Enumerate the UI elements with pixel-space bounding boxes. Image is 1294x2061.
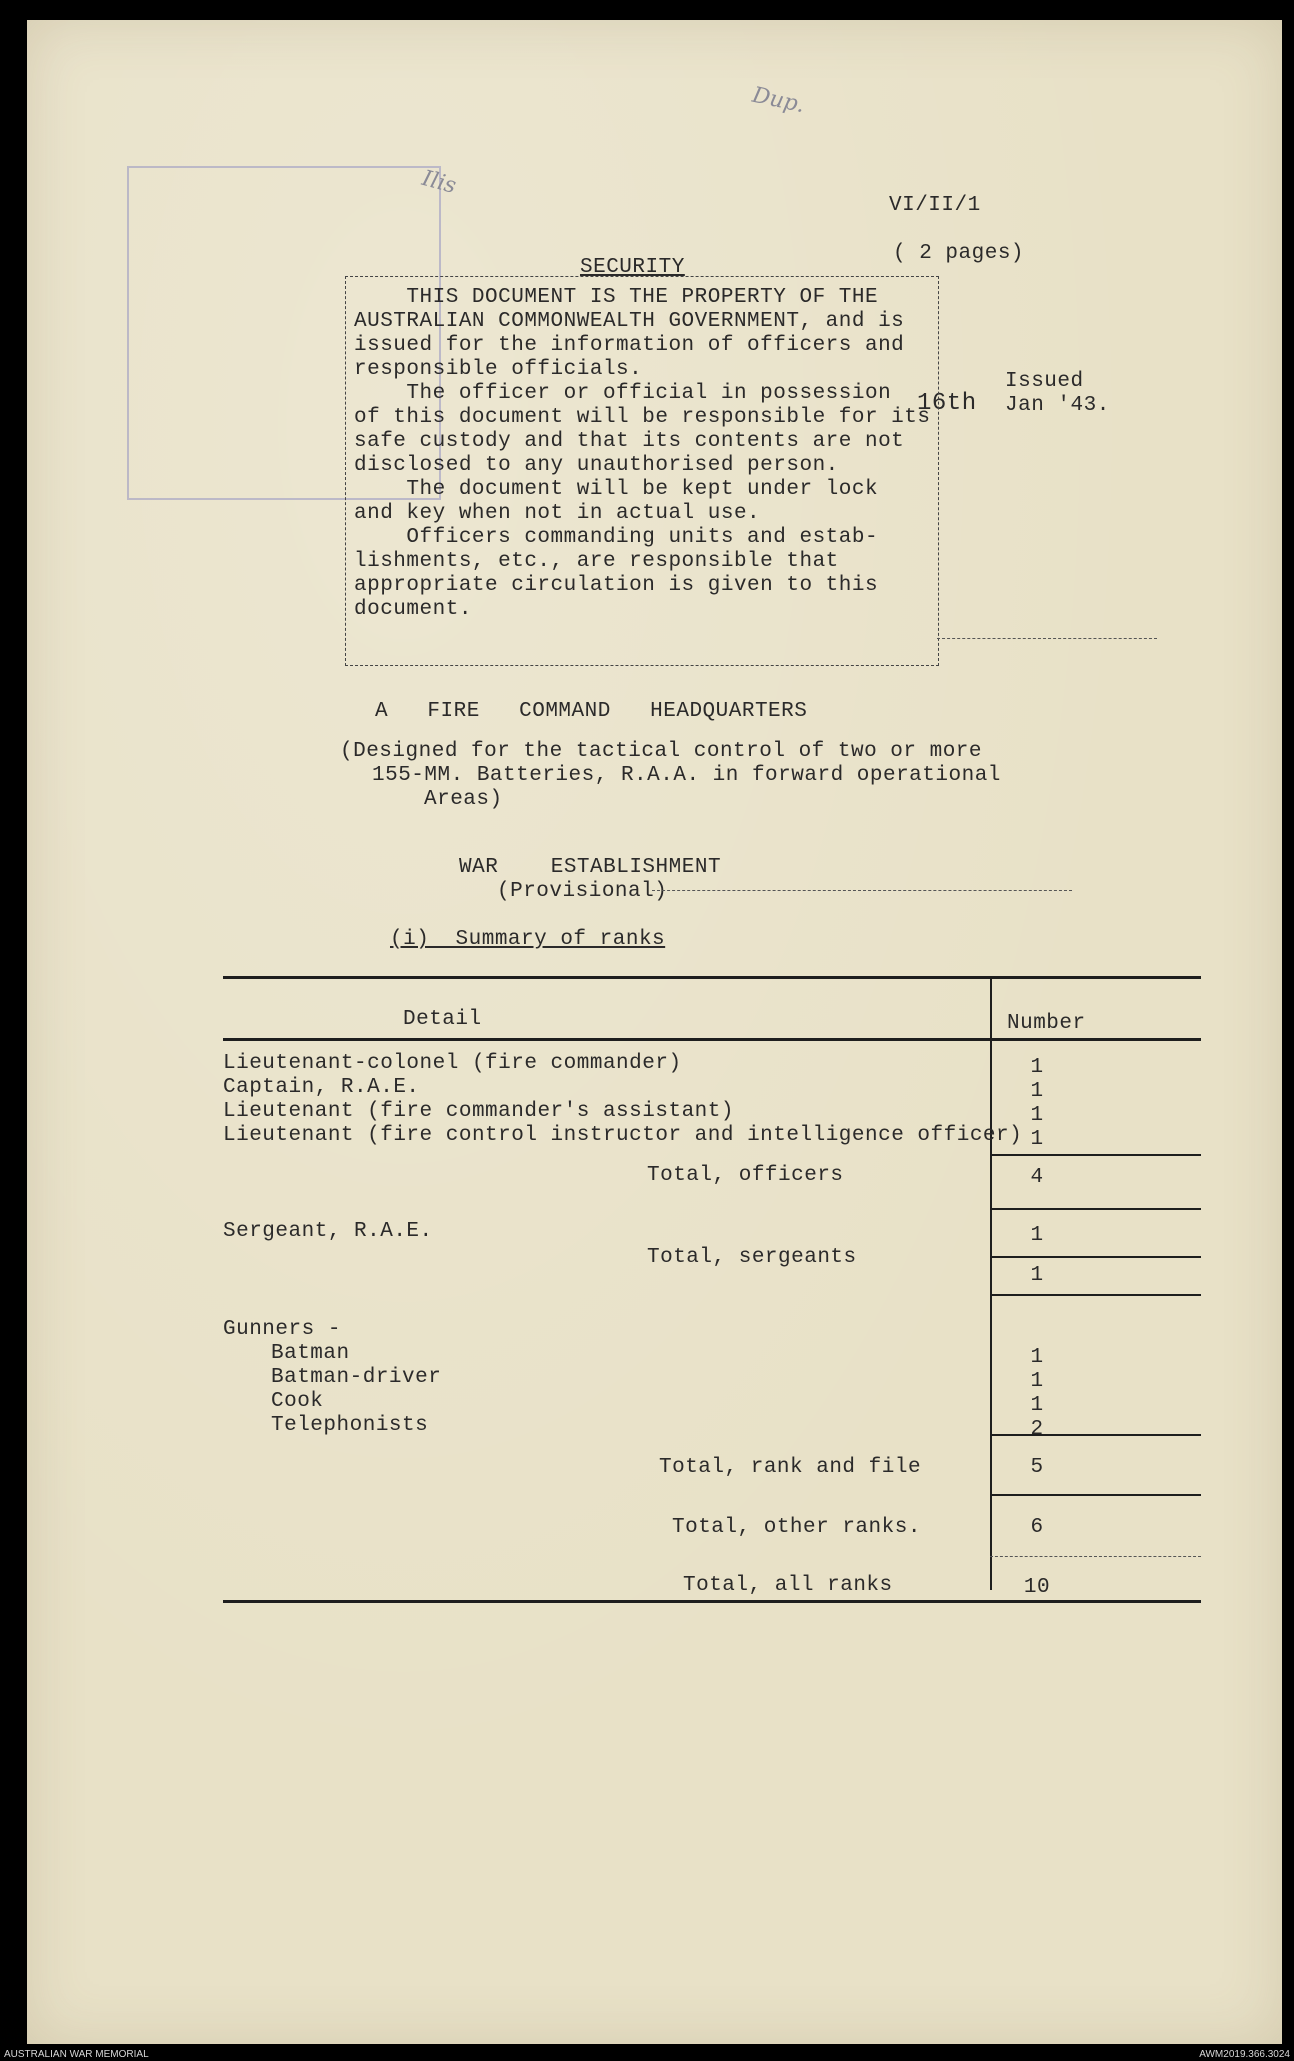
total-label: Total, sergeants — [647, 1246, 857, 1269]
security-line: THIS DOCUMENT IS THE PROPERTY OF THE — [354, 286, 879, 309]
war-establishment-heading: WAR ESTABLISHMENT — [459, 856, 722, 879]
security-line: Officers commanding units and estab- — [354, 526, 879, 549]
rank-number: 1 — [1030, 1394, 1044, 1417]
security-line: of this document will be responsible for its — [354, 406, 931, 429]
rank-number: 1 — [1030, 1224, 1044, 1247]
dashed-rule — [652, 890, 1072, 891]
column-header-number: Number — [1007, 1012, 1086, 1035]
security-line: The document will be kept under lock — [354, 478, 879, 501]
section-heading: (i) Summary of ranks — [390, 928, 666, 951]
rank-number: 1 — [1030, 1080, 1044, 1103]
total-number: 4 — [1030, 1166, 1044, 1189]
issued-date: Jan '43. — [1005, 394, 1110, 417]
footer-left: AUSTRALIAN WAR MEMORIAL — [4, 2049, 149, 2060]
column-header-detail: Detail — [403, 1008, 482, 1031]
rank-detail: Sergeant, R.A.E. — [223, 1220, 433, 1243]
rank-detail: Telephonists — [271, 1414, 429, 1437]
group-heading: Gunners - — [223, 1318, 341, 1341]
total-number: 6 — [1030, 1516, 1044, 1539]
rank-detail: Lieutenant (fire control instructor and intelligence officer) — [223, 1124, 1023, 1147]
subtotal-rule — [990, 1154, 1201, 1156]
title-subline: Areas) — [424, 788, 503, 811]
handwritten-note-dup: Dup. — [749, 82, 807, 119]
security-line: safe custody and that its contents are not — [354, 430, 905, 453]
footer-right: AWM2019.366.3024 — [1199, 2049, 1290, 2060]
title-subline: (Designed for the tactical control of two or more — [340, 740, 983, 763]
rank-number: 1 — [1030, 1346, 1044, 1369]
security-line: issued for the information of officers and — [354, 334, 905, 357]
total-label: Total, officers — [647, 1164, 844, 1187]
subtotal-rule — [990, 1494, 1201, 1496]
rank-number: 1 — [1030, 1104, 1044, 1127]
rank-number: 1 — [1030, 1056, 1044, 1079]
dashed-rule — [990, 1556, 1201, 1557]
title-subline: 155-MM. Batteries, R.A.A. in forward operational — [372, 764, 1001, 787]
rank-detail: Captain, R.A.E. — [223, 1076, 420, 1099]
rank-detail: Lieutenant-colonel (fire commander) — [223, 1052, 682, 1075]
security-line: The officer or official in possession — [354, 382, 892, 405]
table-header-rule — [223, 1038, 1201, 1041]
total-label: Total, rank and file — [659, 1456, 922, 1479]
total-number: 1 — [1030, 1264, 1044, 1287]
handwritten-note-ilis: Ilis — [419, 166, 459, 199]
total-number: 10 — [1023, 1576, 1051, 1599]
security-line: and key when not in actual use. — [354, 502, 761, 525]
table-top-rule — [223, 976, 1201, 979]
total-label: Total, all ranks — [683, 1574, 893, 1597]
pages-note: ( 2 pages) — [893, 242, 1025, 265]
security-line: disclosed to any unauthorised person. — [354, 454, 839, 477]
number-column-rule — [990, 978, 992, 1590]
subtotal-rule — [990, 1294, 1201, 1296]
issued-day: 16th — [917, 390, 977, 417]
document-title: A FIRE COMMAND HEADQUARTERS — [375, 700, 808, 723]
security-line: responsible officials. — [354, 358, 643, 381]
subtotal-rule — [990, 1256, 1201, 1258]
rank-number: 1 — [1030, 1128, 1044, 1151]
rank-detail: Batman-driver — [271, 1366, 442, 1389]
security-line: document. — [354, 598, 472, 621]
table-bottom-rule — [223, 1600, 1201, 1603]
subtotal-rule — [990, 1208, 1201, 1210]
rank-detail: Lieutenant (fire commander's assistant) — [223, 1100, 734, 1123]
total-label: Total, other ranks. — [672, 1516, 921, 1539]
rank-number: 1 — [1030, 1370, 1044, 1393]
security-line: AUSTRALIAN COMMONWEALTH GOVERNMENT, and is — [354, 310, 905, 333]
rank-detail: Cook — [271, 1390, 324, 1413]
security-line: lishments, etc., are responsible that — [354, 550, 839, 573]
provisional-label: (Provisional) — [497, 880, 668, 903]
security-heading: SECURITY — [580, 256, 685, 279]
total-number: 5 — [1030, 1456, 1044, 1479]
rank-detail: Batman — [271, 1342, 350, 1365]
dashed-rule — [937, 638, 1157, 639]
document-ref: VI/II/1 — [889, 194, 981, 217]
issued-label: Issued — [1005, 370, 1084, 393]
rank-number: 2 — [1030, 1418, 1044, 1441]
document-page — [27, 20, 1282, 2044]
security-line: appropriate circulation is given to this — [354, 574, 879, 597]
